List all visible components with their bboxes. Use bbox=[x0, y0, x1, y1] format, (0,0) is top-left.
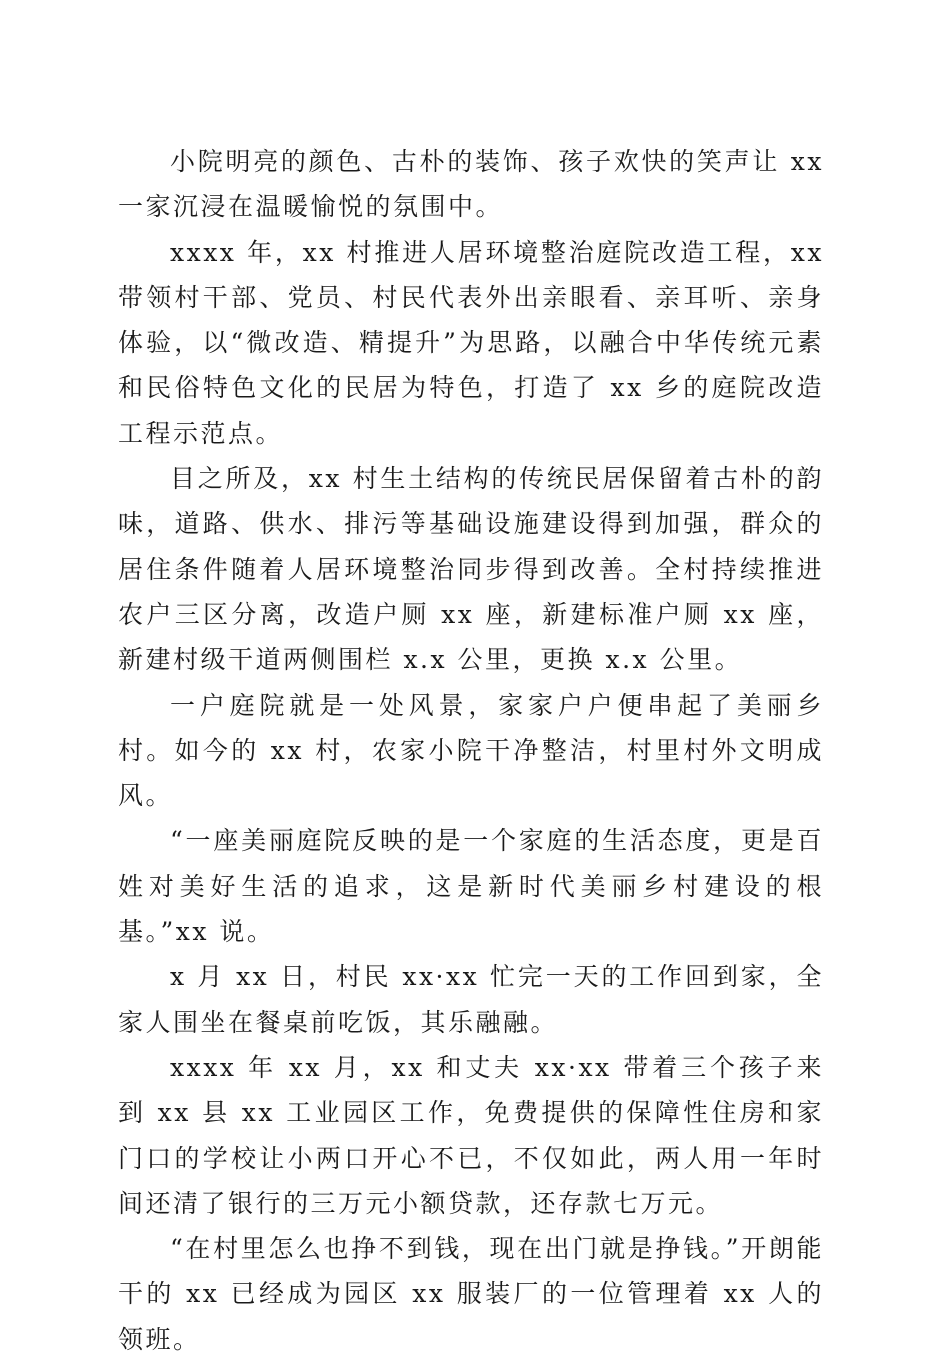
paragraph-renovation-project: xxxx 年，xx 村推进人居环境整治庭院改造工程，xx 带领村干部、党员、村民代表外出亲眼看、亲耳听、亲身体验，以“微改造、精提升”为思路，以融合中华传统元素和民俗特色文化的民居为特色，打造了 xx 乡的庭院改造工程示范点。 bbox=[118, 237, 824, 448]
paragraph-courtyard-atmosphere: 小院明亮的颜色、古朴的装饰、孩子欢快的笑声让 xx 一家沉浸在温暖愉悦的氛围中。 bbox=[118, 147, 824, 222]
document-body bbox=[118, 139, 824, 1362]
paragraph-village-scenery: 一户庭院就是一处风景，家家户户便串起了美丽乡村。如今的 xx 村，农家小院干净整洁，村里村外文明成风。 bbox=[118, 690, 824, 811]
paragraph-quote-beautiful-courtyard: “一座美丽庭院反映的是一个家庭的生活态度，更是百姓对美好生活的追求，这是新时代美丽乡村建设的根基。”xx 说。 bbox=[118, 826, 824, 947]
paragraph-industrial-park-work: xxxx 年 xx 月，xx 和丈夫 xx·xx 带着三个孩子来到 xx 县 xx 工业园区工作，免费提供的保障性住房和家门口的学校让小两口开心不已，不仅如此，两人用一年时间还清了银行的三万元小额贷款，还存款七万元。 bbox=[118, 1052, 824, 1218]
paragraph-quote-earning-money: “在村里怎么也挣不到钱，现在出门就是挣钱。”开朗能干的 xx 已经成为园区 xx 服装厂的一位管理着 xx 人的领班。 bbox=[118, 1234, 824, 1354]
paragraph-family-dinner: x 月 xx 日，村民 xx·xx 忙完一天的工作回到家，全家人围坐在餐桌前吃饭，其乐融融。 bbox=[118, 962, 824, 1037]
paragraph-infrastructure: 目之所及，xx 村生土结构的传统民居保留着古朴的韵味，道路、供水、排污等基础设施建设得到加强，群众的居住条件随着人居环境整治同步得到改善。全村持续推进农户三区分离，改造户厕 xx 座，新建标准户厕 xx 座，新建村级干道两侧围栏 x.x 公里，更换 x.x 公里。 bbox=[118, 464, 824, 675]
